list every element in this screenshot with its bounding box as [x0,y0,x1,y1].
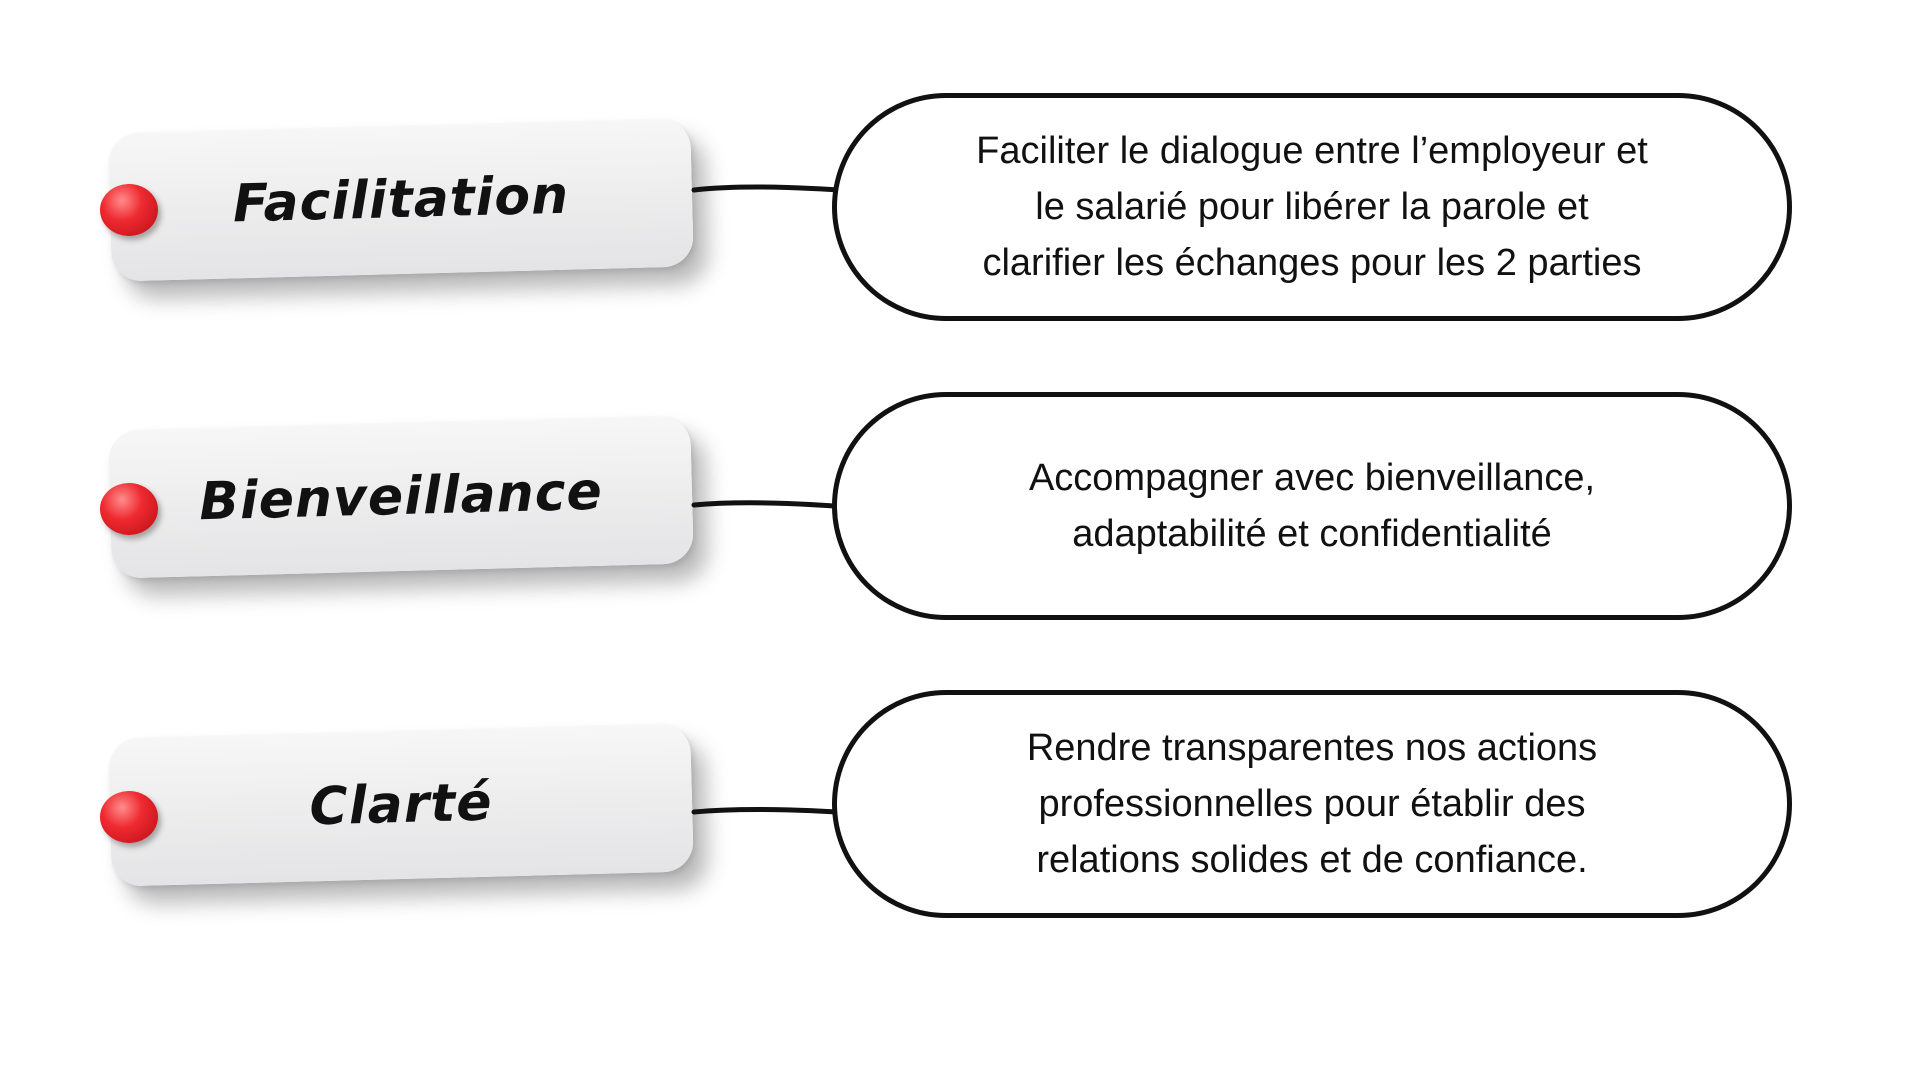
description-line: relations solides et de confiance. [1036,839,1588,881]
description-text [902,123,1722,291]
tag-label: Clarté [308,772,494,838]
pushpin-icon [100,483,158,535]
description-line: clarifier les échanges pour les 2 parties [982,242,1642,284]
tag-card-facilitation [108,118,694,281]
tag-label: Bienveillance [198,461,604,533]
description-line: professionnelles pour établir des [1038,783,1586,825]
description-text [902,720,1722,888]
description-pill [832,392,1792,620]
description-line: Rendre transparentes nos actions [1026,727,1598,769]
description-pill [832,690,1792,918]
description-pill [832,93,1792,321]
description-line: Faciliter le dialogue entre l’employeur et [976,130,1648,172]
pushpin-icon [100,184,158,236]
description-line: adaptabilité et confidentialité [1072,513,1552,555]
description-text [902,450,1722,562]
tag-label: Facilitation [232,165,570,235]
description-line: le salarié pour libérer la parole et [1035,186,1589,228]
tag-card-bienveillance [108,415,694,578]
description-line: Accompagner avec bienveillance, [1028,457,1596,499]
tag-card-clarte [108,723,694,886]
pushpin-icon [100,791,158,843]
